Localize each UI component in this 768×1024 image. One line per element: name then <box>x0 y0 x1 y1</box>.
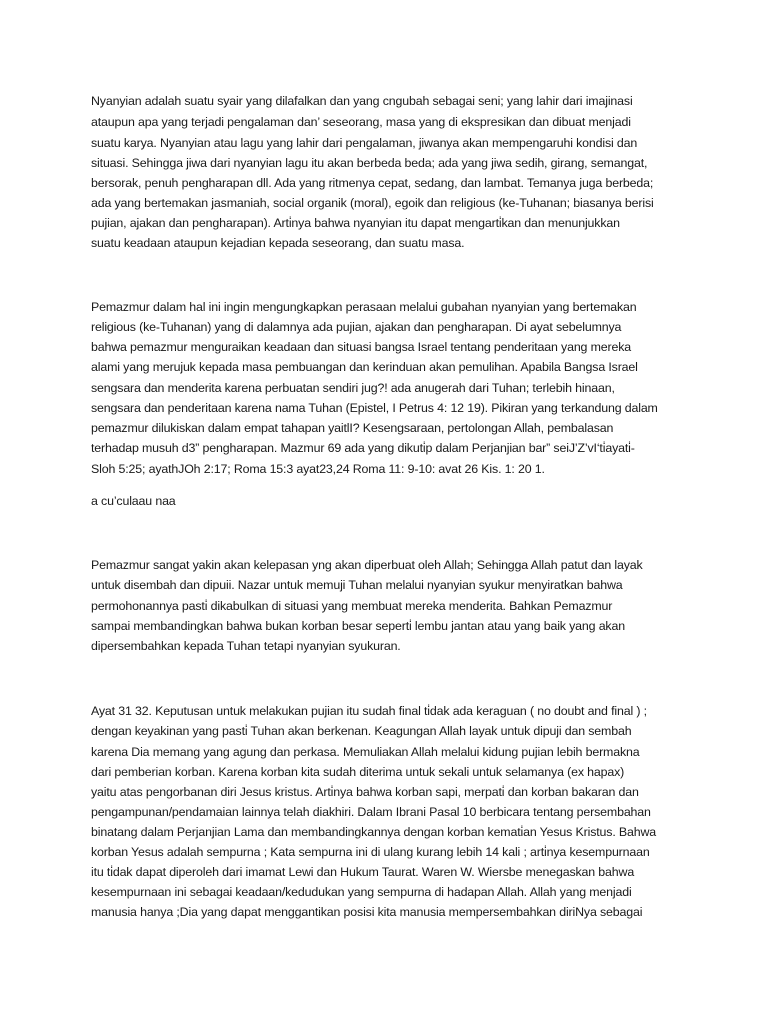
text-line: permohonannya pasti̇ dikabulkan di situasi yang membuat mereka menderita. Bahkan Pemazmur <box>91 599 613 613</box>
text-line: sengsara dan penderitaan karena nama Tuhan (Epistel, I Petrus 4: 12 19). Pikiran yang terkandung dalam <box>91 401 658 415</box>
text-line: religious (ke-Tuhanan) yang di dalamnya ada pujian, ajakan dan pengharapan. Di ayat sebelumnya <box>91 320 622 334</box>
text-line: Ayat 31 32. Keputusan untuk melakukan pujian itu sudah final ti̇dak ada keraguan ( no doubt and final ) ; <box>91 704 647 718</box>
text-line: Pemazmur sangat yakin akan kelepasan yng akan diperbuat oleh Allah; Sehingga Allah patut dan layak <box>91 558 643 572</box>
text-line: pengampunan/pendamaian lainnya telah diakhiri. Dalam Ibrani Pasal 10 berbicara tentang persembahan <box>91 805 651 819</box>
text-line: kesempurnaan ini sebagai keadaan/kedudukan yang sempurna di hadapan Allah. Allah yang menjadi <box>91 885 632 899</box>
text-line: situasi. Sehingga jiwa dari nyanyian lagu itu akan berbeda beda; ada yang jiwa sedih, girang, semangat, <box>91 156 648 170</box>
text-line: dengan keyakinan yang pasti̇ Tuhan akan berkenan. Keagungan Allah layak untuk dipuji dan sembah <box>91 724 632 738</box>
text-line: suatu karya. Nyanyian atau lagu yang lahir dari pengalaman, jiwanya akan mempengaruhi kondisi dan <box>91 136 638 150</box>
text-line: untuk disembah dan dipuii. Nazar untuk memuji Tuhan melalui nyanyian syukur menyiratkan bahwa <box>91 578 623 592</box>
text-line: terhadap musuh d3” pengharapan. Mazmur 69 ada yang dikuti̇p dalam Perjanjian bar” seiJ’Z’vI‘ti̇ayati̇- <box>91 441 635 455</box>
text-line: sampai membandingkan bahwa bukan korban besar seperti̇ lembu jantan atau yang baik yang akan <box>91 619 625 633</box>
text-line: dipersembahkan kepada Tuhan tetapi nyanyian syukuran. <box>91 639 401 653</box>
text-line: korban Yesus adalah sempurna ; Kata sempurna ini di ulang kurang lebih 14 kali ; arti̇nya kesempurnaan <box>91 845 650 859</box>
text-line: itu ti̇dak dapat diperoleh dari imamat Lewi dan Hukum Taurat. Waren W. Wiersbe menegaskan bahwa <box>91 865 635 879</box>
text-line: alami yang merujuk kepada masa pembuangan dan kerinduan akan pemulihan. Apabila Bangsa Israel <box>91 360 638 374</box>
text-line: dari pemberian korban. Karena korban kita sudah diterima untuk sekali untuk selamanya (ex hapax) <box>91 765 625 779</box>
text-line: karena Dia memang yang agung dan perkasa. Memuliakan Allah melalui kidung pujian lebih bermakna <box>91 745 640 759</box>
text-line: binatang dalam Perjanjian Lama dan membandingkannya dengan korban kemati̇an Yesus Kristus. Bahwa <box>91 825 657 839</box>
text-line: sengsara dan menderita karena perbuatan sendiri jug?! ada anugerah dari Tuhan; terlebih hinaan, <box>91 381 615 395</box>
text-line: Pemazmur dalam hal ini ingin mengungkapkan perasaan melalui gubahan nyanyian yang bertemakan <box>91 300 637 314</box>
text-line: bahwa pemazmur menguraikan keadaan dan situasi bangsa Israel tentang penderitaan yang mereka <box>91 340 632 354</box>
text-line: suatu keadaan ataupun kejadian kepada seseorang, dan suatu masa. <box>91 236 465 250</box>
text-line: pujian, ajakan dan pengharapan). Arti̇nya bahwa nyanyian itu dapat mengarti̇kan dan menunjukkan <box>91 216 620 230</box>
text-line: yaitu atas pengorbanan diri Jesus kristus. Arti̇nya bahwa korban sapi, merpati̇ dan korban bakaran dan <box>91 785 639 799</box>
text-line: ataupun apa yang terjadi pengalaman dan’ seseorang, masa yang di ekspresikan dan dibuat menjadi <box>91 115 631 129</box>
text-line: ada yang bertemakan jasmaniah, social organik (moral), egoik dan religious (ke-Tuhanan; biasanya berisi <box>91 196 654 210</box>
text-line: manusia hanya ;Dia yang dapat menggantikan posisi kita manusia mempersembahkan diriNya sebagai <box>91 905 643 919</box>
text-line: a cu’culaau naa <box>91 494 176 508</box>
text-line: bersorak, penuh pengharapan dll. Ada yang ritmenya cepat, sedang, dan lambat. Temanya juga berbeda; <box>91 176 654 190</box>
text-line: Sloh 5:25; ayathJOh 2:17; Roma 15:3 ayat23,24 Roma 11: 9-10: avat 26 Kis. 1: 20 1. <box>91 462 545 476</box>
text-line: pemazmur dilukiskan dalam empat tahapan yaitlI? Kesengsaraan, pertolongan Allah, pembalasan <box>91 421 614 435</box>
text-line: Nyanyian adalah suatu syair yang dilafalkan dan yang cngubah sebagai seni; yang lahir dari imajinasi <box>91 94 633 108</box>
